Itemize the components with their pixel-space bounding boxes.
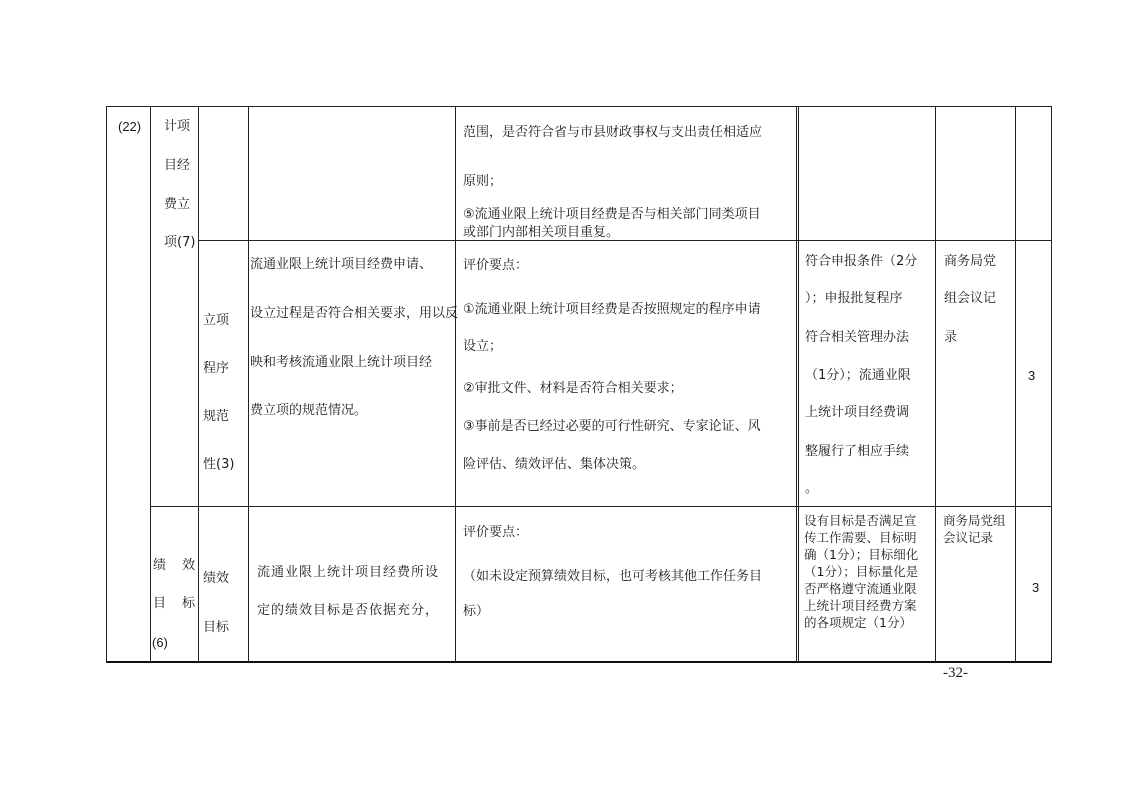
criteria-line: （如未设定预算绩效目标，也可考核其他工作任务目 [463, 569, 763, 584]
points-value: 3 [1028, 368, 1036, 383]
criteria-line: 评价要点： [463, 258, 529, 273]
criteria-line: 标） [463, 604, 490, 619]
indicator-name-line: 性(3) [203, 457, 235, 472]
scoring-line: 上统计项目经费方案 [804, 598, 917, 613]
points-value: 3 [1032, 580, 1040, 595]
source-line: 录 [944, 330, 958, 345]
category-line-4: 项(7) [164, 235, 196, 250]
scoring-line: 确（1分）；目标细化 [804, 547, 919, 562]
criteria-line: 范围，是否符合省与市县财政事权与支出责任相适应 [463, 125, 763, 140]
criteria-line: 险评估、绩效评估、集体决策。 [463, 457, 646, 472]
scoring-line: 的各项规定（1分） [804, 615, 912, 630]
source-line: 商务局党 [944, 254, 997, 269]
description-line: 设立过程是否符合相关要求，用以反 [250, 306, 459, 321]
row-index: (22) [118, 119, 142, 134]
description-line: 流通业限上统计项目经费申请、 [250, 257, 433, 272]
scoring-line: 否严格遵守流通业限 [804, 581, 917, 596]
category-line-2: 目经 [164, 158, 191, 173]
source-line: 组会议记 [944, 291, 997, 306]
indicator-name-line: 立项 [203, 313, 230, 328]
description-line: 费立项的规范情况。 [250, 403, 368, 418]
scoring-line: 设有目标是否满足宣 [804, 513, 917, 528]
description-line: 定的绩效目标是否依据充分， [257, 603, 440, 618]
scoring-line: ）；申报批复程序 [805, 291, 903, 306]
scoring-line: 符合申报条件（2分 [805, 254, 918, 269]
category-line: 绩 效 [153, 558, 202, 573]
source-line: 商务局党组 [943, 513, 1006, 528]
criteria-line: 评价要点： [463, 525, 529, 540]
scoring-line: （1分）；流通业限 [805, 368, 911, 383]
criteria-line: ②审批文件、材料是否符合相关要求； [463, 381, 683, 396]
scoring-line: 整履行了相应手续 [805, 444, 910, 459]
scoring-line: 上统计项目经费调 [805, 405, 910, 420]
criteria-line: 原则； [463, 174, 503, 189]
description-line: 流通业限上统计项目经费所设 [257, 565, 440, 580]
category-line: 目 标 [153, 596, 202, 611]
scoring-line: 符合相关管理办法 [805, 330, 910, 345]
category-line-1: 计项 [164, 119, 191, 134]
indicator-name-line: 规范 [203, 409, 230, 424]
category-line-3: 费立 [164, 197, 191, 212]
scoring-line: （1分）；目标量化是 [804, 564, 919, 579]
scoring-line: 传工作需要、目标明 [804, 530, 917, 545]
scoring-line: 。 [805, 481, 819, 496]
indicator-name-line: 目标 [203, 620, 230, 635]
indicator-name-line: 绩效 [203, 571, 230, 586]
source-line: 会议记录 [943, 530, 994, 545]
criteria-line: 设立； [463, 339, 503, 354]
category-line: (6) [152, 635, 168, 650]
page-number: -32- [943, 665, 968, 681]
criteria-line: 或部门内部相关项目重复。 [463, 225, 620, 240]
criteria-line: ③事前是否已经过必要的可行性研究、专家论证、风 [463, 419, 761, 434]
description-line: 映和考核流通业限上统计项目经 [250, 355, 433, 370]
indicator-name-line: 程序 [203, 361, 230, 376]
criteria-line: ⑤流通业限上统计项目经费是否与相关部门同类项目 [463, 207, 761, 222]
criteria-line: ①流通业限上统计项目经费是否按照规定的程序申请 [463, 302, 761, 317]
